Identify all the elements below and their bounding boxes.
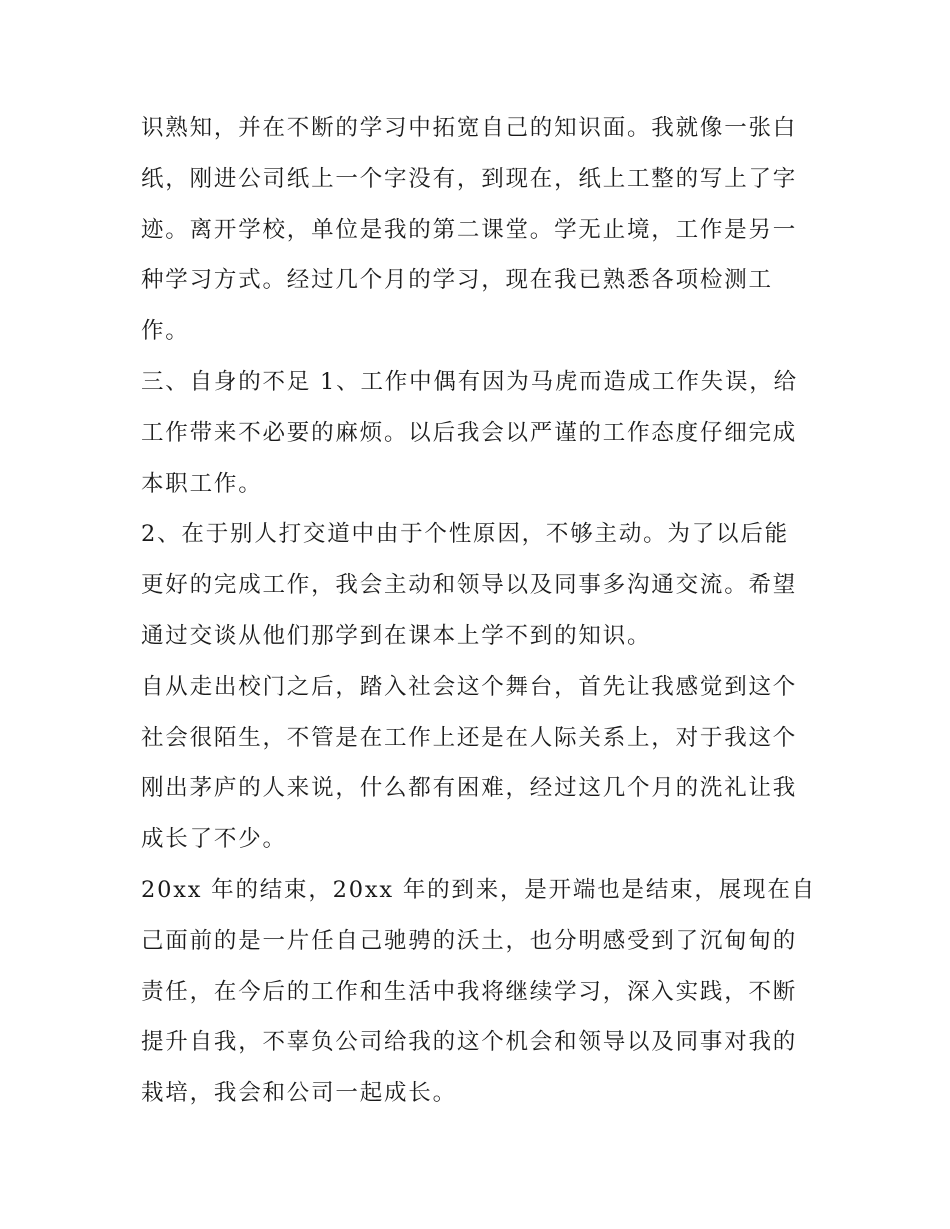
- text-line: 提升自我，不辜负公司给我的这个机会和领导以及同事对我的: [141, 1029, 798, 1056]
- paragraph-shortcoming-2: [141, 509, 821, 661]
- text-line: 迹。离开学校，单位是我的第二课堂。学无止境，工作是另一: [141, 216, 798, 243]
- text-line: 社会很陌生，不管是在工作上还是在人际关系上，对于我这个: [141, 724, 798, 751]
- text-line: 责任，在今后的工作和生活中我将继续学习，深入实践，不断: [141, 978, 798, 1005]
- text-line: 纸，刚进公司纸上一个字没有，到现在，纸上工整的写上了字: [141, 165, 798, 192]
- paragraph-conclusion: [141, 865, 821, 1119]
- text-line: 2、在于别人打交道中由于个性原因，不够主动。为了以后能: [141, 521, 789, 548]
- text-line: 己面前的是一片任自己驰骋的沃土，也分明感受到了沉甸甸的: [141, 927, 798, 954]
- text-line: 识熟知，并在不断的学习中拓宽自己的知识面。我就像一张白: [141, 115, 798, 141]
- text-line: 更好的完成工作，我会主动和领导以及同事多沟通交流。希望: [141, 572, 798, 599]
- text-line: 通过交谈从他们那学到在课本上学不到的知识。: [141, 622, 652, 649]
- text-line: 工作带来不必要的麻烦。以后我会以严谨的工作态度仔细完成: [141, 419, 798, 446]
- text-line: 作。: [141, 318, 190, 345]
- text-line: 本职工作。: [141, 470, 263, 497]
- document-page: [141, 103, 821, 1119]
- text-line: 栽培，我会和公司一起成长。: [141, 1080, 457, 1107]
- text-line: 自从走出校门之后，踏入社会这个舞台，首先让我感觉到这个: [141, 673, 798, 700]
- paragraph-shortcomings: [141, 357, 821, 509]
- paragraph-society: [141, 662, 821, 865]
- text-line: 三、自身的不足 1、工作中偶有因为马虎而造成工作失误，给: [141, 368, 798, 395]
- text-line: 成长了不少。: [141, 826, 287, 853]
- text-line: 种学习方式。经过几个月的学习，现在我已熟悉各项检测工: [141, 267, 773, 294]
- text-line: 20xx 年的结束，20xx 年的到来，是开端也是结束，展现在自: [141, 876, 816, 903]
- paragraph-learning: [141, 103, 821, 357]
- text-line: 刚出茅庐的人来说，什么都有困难，经过这几个月的洗礼让我: [141, 775, 798, 802]
